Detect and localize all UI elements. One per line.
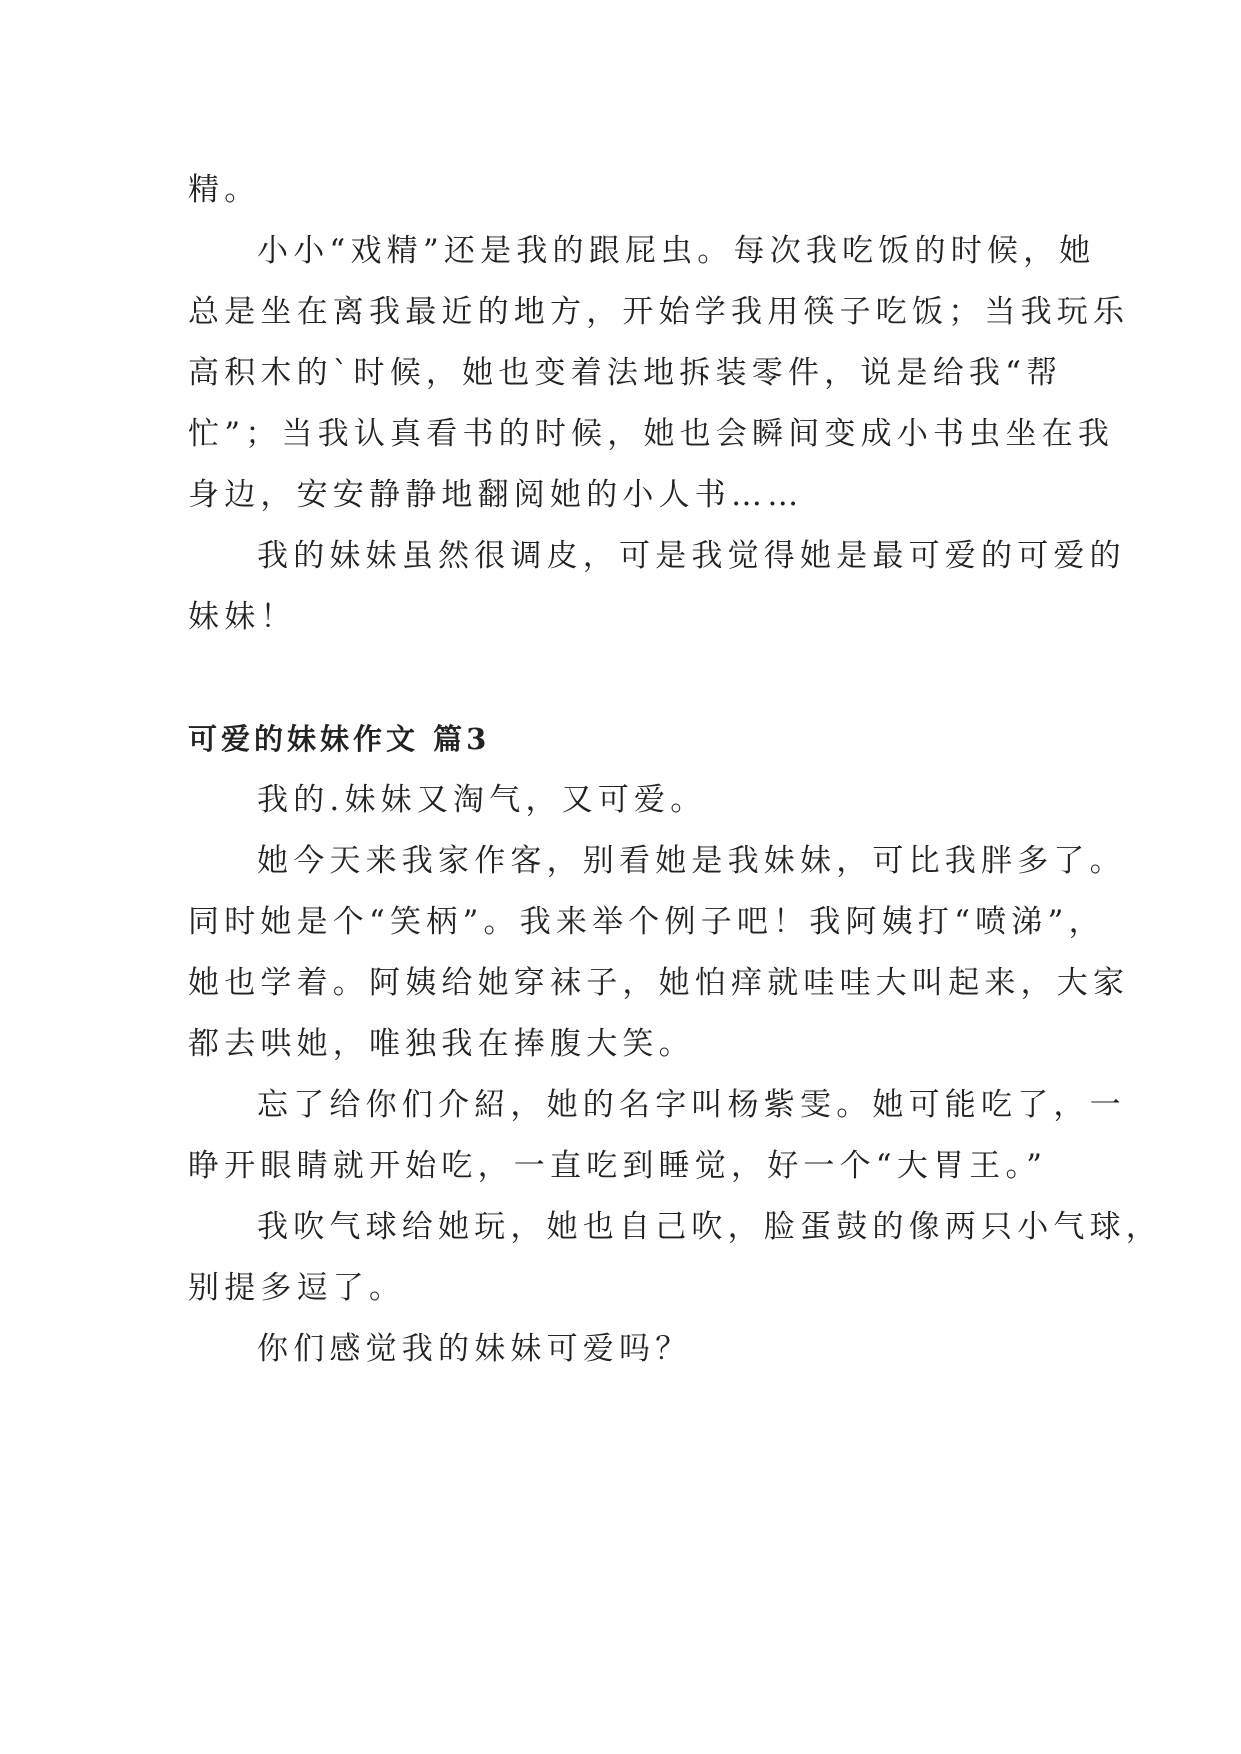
text-line: 都去哄她，唯独我在捧腹大笑。 bbox=[188, 1026, 695, 1062]
text-line: 你们感觉我的妹妹可爱吗？ bbox=[257, 1331, 692, 1367]
text-line: 我的妹妹虽然很调皮，可是我觉得她是最可爱的可爱的 bbox=[257, 538, 1126, 574]
text-line: 同时她是个“笑柄”。我来举个例子吧！我阿姨打“喷涕”， bbox=[188, 904, 1105, 940]
text-line: 总是坐在离我最近的地方，开始学我用筷子吃饭；当我玩乐 bbox=[188, 294, 1130, 330]
paragraph-follower bbox=[188, 221, 1130, 526]
text-line: 她今天来我家作客，别看她是我妹妹，可比我胖多了。 bbox=[257, 843, 1126, 879]
text-line: 她也学着。阿姨给她穿袜子，她怕痒就哇哇大叫起来，大家 bbox=[188, 965, 1130, 1001]
paragraph-intro bbox=[188, 770, 1068, 831]
paragraph-continuation bbox=[188, 160, 1068, 221]
text-line: 我的.妹妹又淘气，又可爱。 bbox=[257, 782, 707, 818]
text-line: 别提多逗了。 bbox=[188, 1270, 406, 1306]
section-heading: 可爱的妹妹作文 篇3 bbox=[188, 722, 491, 756]
text-line: 高积木的`时候，她也变着法地拆装零件，说是给我“帮 bbox=[188, 355, 1063, 391]
text-line: 我吹气球给她玩，她也自己吹，脸蛋鼓的像两只小气球， bbox=[257, 1209, 1162, 1245]
paragraph-question bbox=[188, 1319, 1068, 1380]
text-line: 忘了给你们介紹，她的名字叫杨紫雯。她可能吃了，一 bbox=[257, 1087, 1126, 1123]
text-line: 小小“戏精”还是我的跟屁虫。每次我吃饭的时候，她 bbox=[257, 233, 1096, 269]
text-line: 忙”；当我认真看书的时候，她也会瞬间变成小书虫坐在我 bbox=[188, 416, 1115, 452]
text-line: 睁开眼睛就开始吃，一直吃到睡觉，好一个“大胃王。” bbox=[188, 1148, 1048, 1184]
paragraph-name bbox=[188, 1075, 1126, 1197]
document-body bbox=[188, 160, 1162, 1380]
text-line: 身边，安安静静地翻阅她的小人书…… bbox=[188, 477, 804, 513]
paragraph-balloon bbox=[188, 1197, 1162, 1319]
text-line: 精。 bbox=[188, 172, 261, 208]
paragraph-conclusion bbox=[188, 526, 1126, 648]
paragraph-visit bbox=[188, 831, 1130, 1075]
text-line: 妹妹！ bbox=[188, 599, 297, 635]
